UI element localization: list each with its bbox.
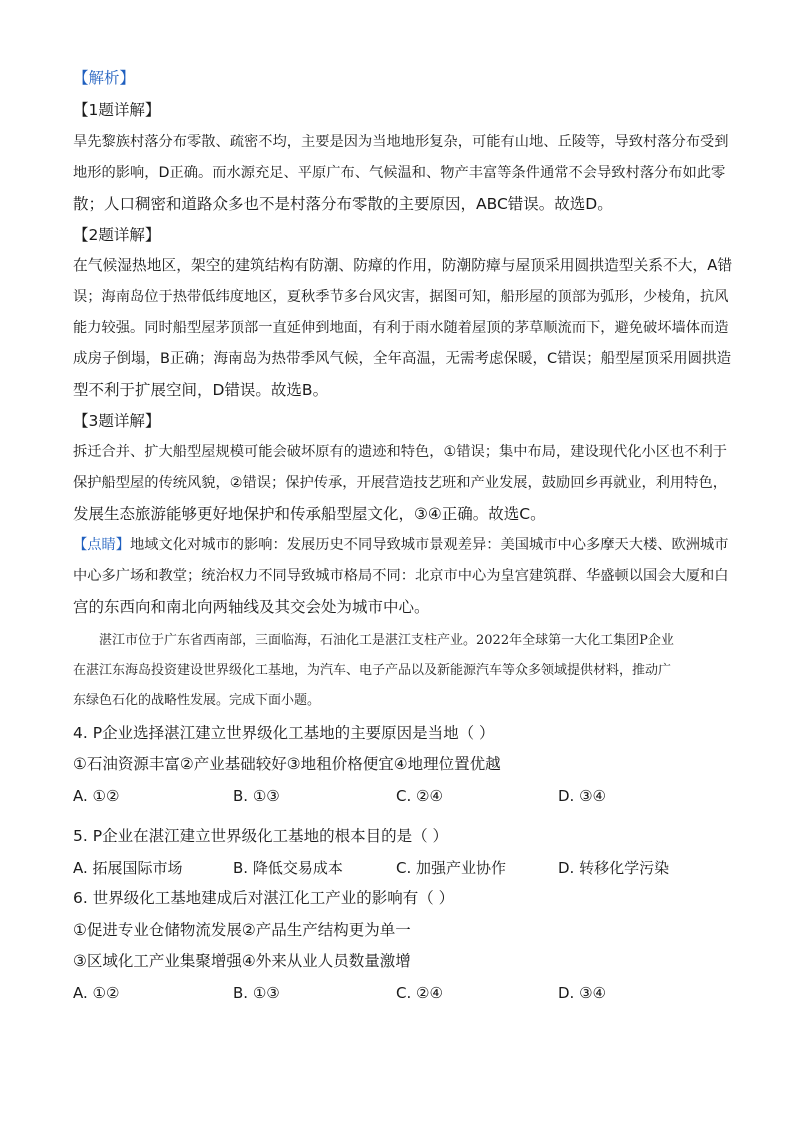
q4-statement: ①石油资源丰富②产业基础较好③地租价格便宜④地理位置优越 — [73, 755, 501, 773]
q4-option-a[interactable]: A. ①② — [73, 787, 120, 805]
analysis-heading: 【解析】 — [73, 69, 136, 87]
q6-option-c[interactable]: C. ②④ — [396, 984, 443, 1002]
q6-options — [73, 983, 733, 1003]
q6-statement: ①促进专业仓储物流发展②产品生产结构更为单一 — [73, 921, 411, 939]
q2-line: 在气候湿热地区，架空的建筑结构有防潮、防瘴的作用，防潮防瘴与屋顶采用圆拱造型关系不大，A错 — [73, 257, 733, 274]
q4-options — [73, 786, 733, 806]
q1-line: 旱先黎族村落分布零散、疏密不均，主要是因为当地地形复杂，可能有山地、丘陵等，导致村落分布受到 — [73, 134, 729, 150]
passage-line: 东绿色石化的战略性发展。完成下面小题。 — [73, 693, 321, 708]
q2-line: 误；海南岛位于热带低纬度地区，夏秋季节多台风灾害，据图可知，船形屋的顶部为弧形，少棱角，抗风 — [73, 289, 729, 305]
q5-option-d[interactable]: D. 转移化学污染 — [558, 859, 670, 877]
tips-line: 宫的东西向和南北向两轴线及其交会处为城市中心。 — [73, 598, 430, 616]
q6-stem: 6. 世界级化工基地建成后对湛江化工产业的影响有（ ） — [73, 889, 455, 907]
q2-line: 能力较强。同时船型屋茅顶部一直延伸到地面，有利于雨水随着屋顶的茅草顺流而下，避免破坏墙体而造 — [73, 320, 729, 336]
q2-line: 成房子倒塌，B正确；海南岛为热带季风气候，全年高温，无需考虑保暖，C错误；船型屋顶采用圆拱造 — [73, 351, 732, 367]
q4-stem: 4. P企业选择湛江建立世界级化工基地的主要原因是当地（ ） — [73, 724, 495, 742]
q1-heading: 【1题详解】 — [73, 101, 161, 119]
q5-options — [73, 858, 733, 878]
q6-option-a[interactable]: A. ①② — [73, 984, 120, 1002]
q4-option-c[interactable]: C. ②④ — [396, 787, 443, 805]
tips-line: 中心多广场和教堂；统治权力不同导致城市格局不同：北京市中心为皇宫建筑群、华盛顿以国会大厦和白 — [73, 568, 729, 584]
passage-line: 湛江市位于广东省西南部，三面临海，石油化工是湛江支柱产业。2022年全球第一大化工集团P企业 — [99, 633, 674, 648]
q6-option-d[interactable]: D. ③④ — [558, 984, 606, 1002]
q4-option-b[interactable]: B. ①③ — [233, 787, 280, 805]
reading-passage — [73, 626, 733, 716]
q6-option-b[interactable]: B. ①③ — [233, 984, 280, 1002]
q3-line: 拆迁合并、扩大船型屋规模可能会破坏原有的遗迹和特色，①错误；集中布局，建设现代化小区也不利于 — [73, 444, 728, 460]
tips-text: 地域文化对城市的影响：发展历史不同导致城市景观差异：美国城市中心多摩天大楼、欧洲城市 — [130, 537, 729, 553]
q2-heading: 【2题详解】 — [73, 226, 161, 244]
q3-line: 发展生态旅游能够更好地保护和传承船型屋文化，③④正确。故选C。 — [73, 505, 546, 523]
q1-line: 散；人口稠密和道路众多也不是村落分布零散的主要原因，ABC错误。故选D。 — [73, 195, 613, 213]
q3-line: 保护船型屋的传统风貌，②错误；保护传承，开展营造技艺班和产业发展，鼓励回乡再就业，利用特色， — [73, 475, 728, 491]
q3-heading: 【3题详解】 — [73, 412, 161, 430]
q2-line: 型不利于扩展空间，D错误。故选B。 — [73, 381, 329, 399]
q5-stem: 5. P企业在湛江建立世界级化工基地的根本目的是（ ） — [73, 827, 448, 845]
tips-heading: 【点睛】 — [73, 537, 131, 553]
q6-statement: ③区域化工产业集聚增强④外来从业人员数量激增 — [73, 952, 411, 970]
tips-first-line — [73, 535, 729, 555]
passage-line: 在湛江东海岛投资建设世界级化工基地，为汽车、电子产品以及新能源汽车等众多领域提供材料，推动广 — [73, 663, 672, 678]
q4-option-d[interactable]: D. ③④ — [558, 787, 606, 805]
q5-option-a[interactable]: A. 拓展国际市场 — [73, 859, 183, 877]
q1-line: 地形的影响，D正确。而水源充足、平原广布、气候温和、物产丰富等条件通常不会导致村落分布如此零 — [73, 165, 726, 181]
q5-option-b[interactable]: B. 降低交易成本 — [233, 859, 343, 877]
q5-option-c[interactable]: C. 加强产业协作 — [396, 859, 507, 877]
